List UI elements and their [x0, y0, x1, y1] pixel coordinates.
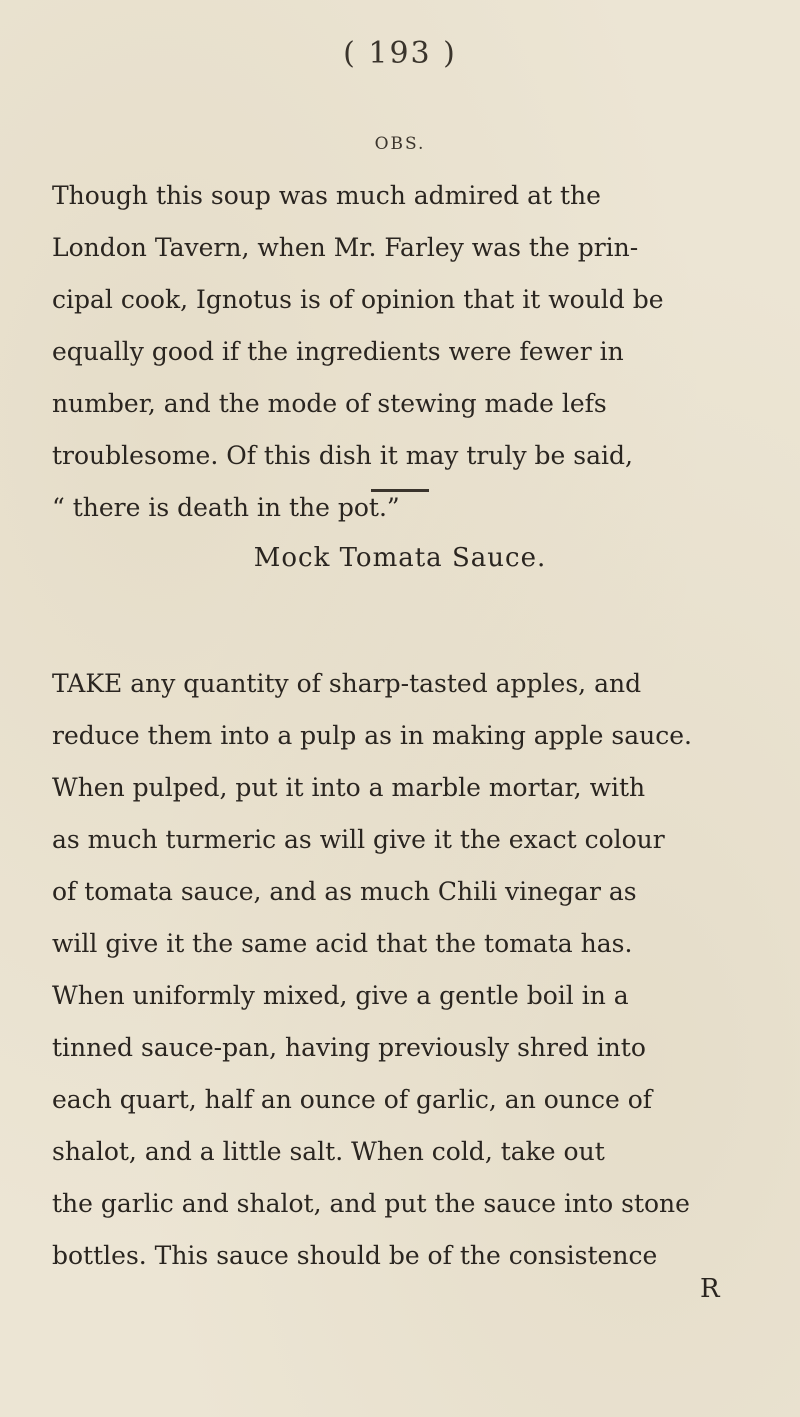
- text-line: London Tavern, when Mr. Farley was the prin-: [52, 233, 639, 262]
- catchword: R: [700, 1274, 720, 1304]
- text-line: as much turmeric as will give it the exact colour: [52, 825, 665, 854]
- section-divider: [371, 489, 429, 492]
- text-line: Though this soup was much admired at the: [52, 181, 601, 210]
- text-line: each quart, half an ounce of garlic, an ounce of: [52, 1085, 653, 1114]
- text-line: cipal cook, Ignotus is of opinion that it would be: [52, 285, 664, 314]
- text-line: equally good if the ingredients were fewer in: [52, 337, 624, 366]
- text-line: reduce them into a pulp as in making apple sauce.: [52, 721, 692, 750]
- text-line: will give it the same acid that the tomata has.: [52, 929, 633, 958]
- text-line: of tomata sauce, and as much Chili vinegar as: [52, 877, 637, 906]
- text-line: the garlic and shalot, and put the sauce into stone: [52, 1189, 690, 1218]
- obs-paragraph: [52, 118, 764, 534]
- text-line: “ there is death in the pot.”: [52, 493, 400, 522]
- text-line: When pulped, put it into a marble mortar, with: [52, 773, 646, 802]
- text-line: bottles. This sauce should be of the consistence: [52, 1241, 658, 1270]
- recipe-paragraph: [52, 658, 764, 1282]
- text-line: shalot, and a little salt. When cold, take out: [52, 1137, 605, 1166]
- text-line: number, and the mode of stewing made lefs: [52, 389, 607, 418]
- text-line: troublesome. Of this dish it may truly be said,: [52, 441, 633, 470]
- text-line: When uniformly mixed, give a gentle boil in a: [52, 981, 629, 1010]
- section-label: OBS.: [374, 134, 426, 154]
- text-line: tinned sauce-pan, having previously shred into: [52, 1033, 646, 1062]
- page-number: ( 193 ): [343, 36, 457, 71]
- text-line: TAKE any quantity of sharp-tasted apples, and: [52, 669, 642, 698]
- recipe-heading: Mock Tomata Sauce.: [253, 543, 547, 573]
